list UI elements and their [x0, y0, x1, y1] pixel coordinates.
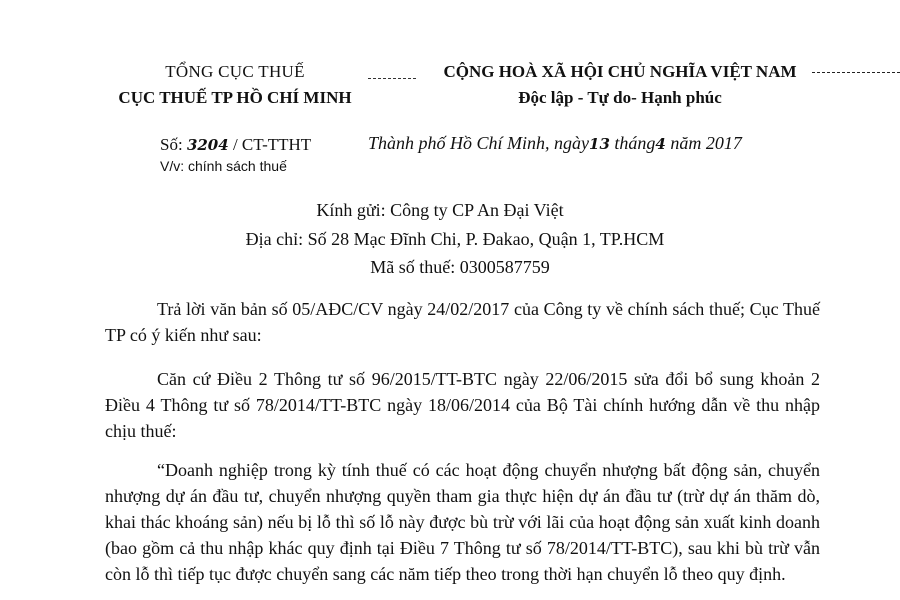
place-and-date	[368, 133, 742, 154]
date-city: Thành phố Hồ Chí Minh, ngày	[368, 133, 590, 153]
paragraph-text-2: Căn cứ Điều 2 Thông tư số 96/2015/TT-BTC ngày 22/06/2015 sửa đổi bổ sung khoản 2 Điều 4 Thông tư số 78/2014/TT-BTC ngày 18/06/2014 của Bộ Tài chính hướng dẫn về thu nhập chịu thuế:	[105, 369, 820, 441]
document-subject: V/v: chính sách thuế	[160, 158, 287, 174]
agency-parent: TỔNG CỤC THUẾ	[165, 62, 305, 81]
recipient-line: Kính gửi: Công ty CP An Đại Việt	[316, 200, 564, 220]
national-motto: Độc lập - Tự do- Hạnh phúc	[518, 88, 722, 107]
document-number	[160, 135, 311, 155]
date-year: năm 2017	[670, 133, 742, 153]
number-suffix: / CT-TTHT	[232, 135, 312, 154]
number-handwritten: 3204	[186, 136, 229, 154]
paragraph-text-3: “Doanh nghiệp trong kỳ tính thuế có các hoạt động chuyển nhượng bất động sản, chuyển nhượng dự án đầu tư, chuyển nhượng quyền tham gia thực hiện dự án đầu tư (trừ dự án thăm dò, khai thác khoáng sản) nếu bị lỗ thì số lỗ này được bù trừ với lãi của hoạt động sản xuất kinh doanh (bao gồm cả thu nhập khác quy định tại Điều 7 Thông tư số 78/2014/TT-BTC), sau khi bù trừ vẫn còn lỗ thì tiếp tục được chuyển sang các năm tiếp theo trong thời hạn chuyển lỗ theo quy định.	[105, 460, 820, 584]
date-day: 13	[589, 135, 610, 153]
header-dashed-rule-left	[368, 78, 416, 79]
body-paragraph-legal-basis	[105, 366, 820, 444]
body-paragraph-quotation	[105, 457, 820, 587]
recipient-tax-code: Mã số thuế: 0300587759	[370, 257, 550, 277]
nation-title: CỘNG HOÀ XÃ HỘI CHỦ NGHĨA VIỆT NAM	[443, 62, 797, 81]
paragraph-text-1: Trả lời văn bản số 05/AĐC/CV ngày 24/02/2017 của Công ty về chính sách thuế; Cục Thuế TP có ý kiến như sau:	[105, 299, 820, 345]
header-dashed-rule-right	[812, 72, 900, 73]
agency-name: CỤC THUẾ TP HỒ CHÍ MINH	[118, 88, 352, 107]
body-paragraph-reply	[105, 296, 820, 348]
recipient-address: Địa chỉ: Số 28 Mạc Đĩnh Chi, P. Đakao, Quận 1, TP.HCM	[245, 229, 665, 249]
number-prefix: Số:	[160, 135, 183, 154]
date-month: 4	[655, 135, 666, 153]
date-month-label: tháng	[614, 133, 656, 153]
